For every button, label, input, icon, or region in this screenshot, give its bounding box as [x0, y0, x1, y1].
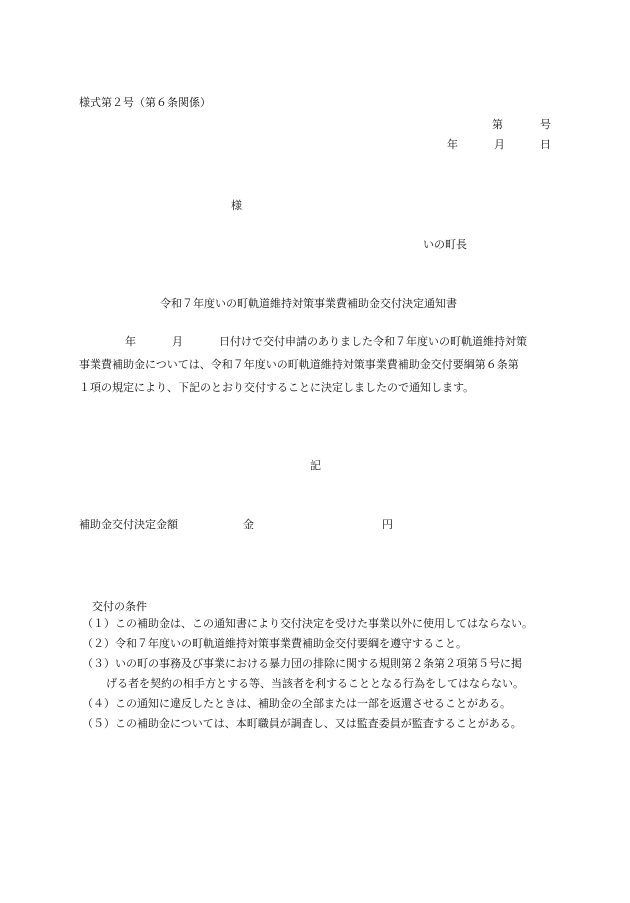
body-paragraph	[79, 330, 554, 399]
condition-item	[82, 694, 554, 714]
condition-number: （２）	[82, 637, 115, 650]
amount-yen: 円	[382, 518, 393, 531]
condition-item	[82, 634, 554, 654]
body-line-3: １項の規定により、下記のとおり交付することに決定しましたので通知します。	[79, 381, 475, 394]
date-year: 年	[447, 138, 458, 151]
conditions-heading: 交付の条件	[92, 600, 147, 613]
condition-continuation: げる者を契約の相手方とする等、当該者を利することとなる行為をしてはならない。	[106, 677, 524, 690]
body-line-1	[79, 330, 554, 353]
doc-number-go: 号	[540, 118, 551, 131]
condition-text: この補助金については、本町職員が調査し、又は監査委員が監査することがある。	[115, 717, 522, 730]
condition-number: （１）	[82, 617, 115, 630]
recipient-suffix: 様	[231, 199, 242, 212]
ki-heading: 記	[310, 459, 321, 472]
amount-kin: 金	[243, 518, 254, 531]
condition-number: （５）	[82, 717, 115, 730]
condition-number: （４）	[82, 697, 115, 710]
condition-text: この補助金は、この通知書により交付決定を受けた事業以外に使用してはならない。	[115, 617, 533, 630]
amount-label: 補助金交付決定金額	[79, 518, 178, 531]
body-date-year: 年	[125, 335, 136, 348]
condition-text: この通知に違反したときは、補助金の全部または一部を返還させることがある。	[115, 697, 511, 710]
condition-text: いの町の事務及び事業における暴力団の排除に関する規則第２条第２項第５号に掲	[115, 657, 522, 670]
body-line-2: 事業費補助金については、令和７年度いの町軌道維持対策事業費補助金交付要綱第６条第	[79, 358, 519, 371]
condition-item	[82, 614, 554, 634]
condition-item	[82, 654, 554, 674]
condition-text: 令和７年度いの町軌道維持対策事業費補助金交付要綱を遵守すること。	[115, 637, 467, 650]
date-month: 月	[494, 138, 505, 151]
body-line-1-text: 日付けで交付申請のありました令和７年度いの町軌道維持対策	[219, 335, 527, 348]
doc-number-dai: 第	[492, 118, 503, 131]
condition-item	[82, 714, 554, 734]
body-date-month: 月	[172, 335, 183, 348]
condition-number: （３）	[82, 657, 115, 670]
conditions-list	[82, 614, 554, 734]
document-title: 令和７年度いの町軌道維持対策事業費補助金交付決定通知書	[160, 297, 457, 310]
sender-name: いの町長	[423, 238, 467, 251]
date-day: 日	[540, 138, 551, 151]
form-number: 様式第２号（第６条関係）	[79, 96, 211, 109]
